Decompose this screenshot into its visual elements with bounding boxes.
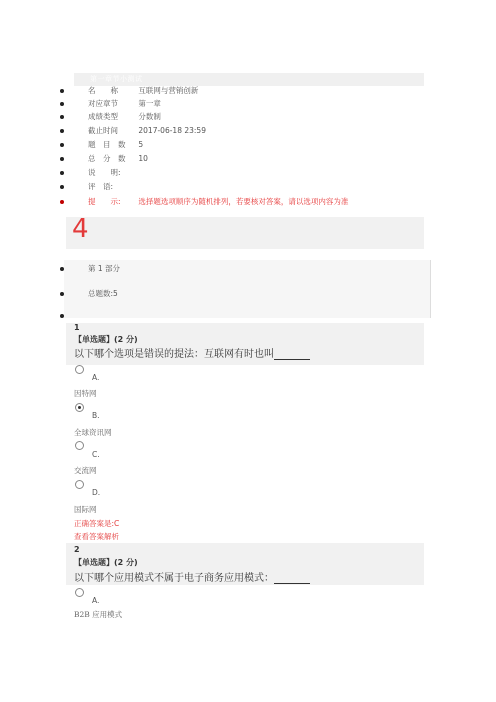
bullet-icon: [60, 89, 64, 93]
bullet-icon: [60, 200, 64, 204]
info-row-total-score: 总 分 数 10: [60, 152, 148, 165]
exam-title: 第一章节小测试: [90, 75, 143, 83]
bullet-icon: [60, 143, 64, 147]
question-1-text: 以下哪个选项是错误的提法：互联网有时也叫: [74, 345, 310, 360]
option-letter: B.: [92, 411, 100, 420]
bullet-icon: [60, 267, 64, 271]
info-row-comment: 评 语:: [60, 180, 136, 193]
option-text: B2B 应用模式: [74, 610, 123, 619]
bullet-icon: [60, 129, 64, 133]
option-letter: C.: [92, 450, 100, 459]
bullet-icon: [60, 115, 64, 119]
info-row-deadline: 截止时间 2017-06-18 23:59: [60, 124, 206, 137]
bullet-icon: [60, 157, 64, 161]
option-radio-1c[interactable]: [75, 441, 84, 450]
question-1-type: 【单选题】(2 分): [74, 335, 138, 344]
option-text: 全球资讯网: [74, 428, 112, 437]
part-total-row: 总题数:5: [60, 286, 118, 302]
answer-blank: [274, 573, 310, 584]
info-row-name: 名 称 互联网与营销创新: [60, 84, 198, 97]
correct-answer: 正确答案是:C: [74, 519, 120, 528]
option-text: 国际网: [74, 505, 97, 514]
question-2-number: 2: [74, 545, 80, 554]
option-text: 因特网: [74, 389, 97, 398]
option-radio-1b[interactable]: [75, 403, 84, 412]
info-row-description: 说 明:: [60, 166, 136, 179]
answer-blank: [274, 349, 310, 360]
option-text: 交流网: [74, 466, 97, 475]
info-row-score-type: 成绩类型 分数制: [60, 110, 161, 123]
part-empty-row: [60, 308, 88, 324]
info-row-question-count: 题 目 数 5: [60, 138, 143, 151]
view-analysis-link[interactable]: 查看答案解析: [74, 532, 119, 541]
bullet-icon: [60, 102, 64, 106]
question-2-type: 【单选题】(2 分): [74, 558, 138, 567]
bullet-icon: [60, 314, 64, 318]
option-letter: D.: [92, 488, 101, 497]
option-letter: A.: [92, 373, 100, 382]
question-1-number: 1: [74, 323, 80, 332]
option-radio-1d[interactable]: [75, 480, 84, 489]
score-value: 4: [72, 214, 89, 244]
bullet-icon: [60, 185, 64, 189]
info-row-tip: 提 示: 选择题选项顺序为随机排列，若要核对答案，请以选项内容为准: [60, 195, 348, 208]
option-letter: A.: [92, 596, 100, 605]
info-row-chapter: 对应章节 第一章: [60, 97, 161, 110]
bullet-icon: [60, 292, 64, 296]
part-name-row: 第 1 部分: [60, 261, 120, 277]
option-radio-1a[interactable]: [75, 365, 84, 374]
question-2-text: 以下哪个应用模式不属于电子商务应用模式：: [74, 569, 310, 584]
option-radio-2a[interactable]: [75, 588, 84, 597]
score-panel: [66, 217, 424, 249]
bullet-icon: [60, 171, 64, 175]
